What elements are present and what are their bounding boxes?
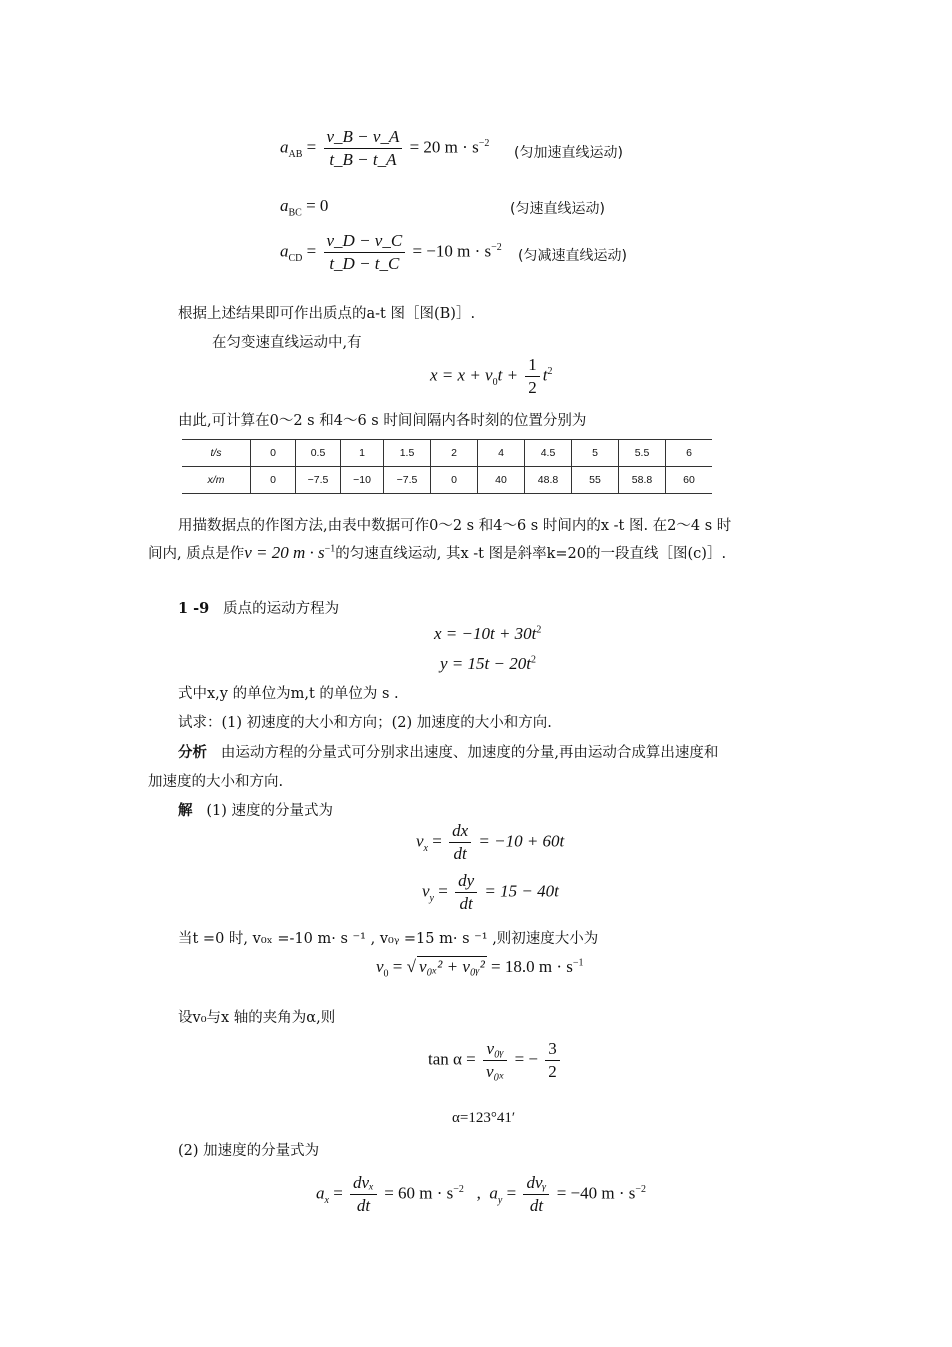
paragraph-units: 式中x,y 的单位为m,t 的单位为 s .	[178, 686, 399, 702]
paragraph-acceleration: (2) 加速度的分量式为	[178, 1143, 320, 1159]
equation-a-cd: $a_{CD}$ = $\frac{v\_D - v\_C}{t\_D - t\_C}$ = −10 $m \cdot s^{-2}$	[280, 231, 502, 273]
equation-a-bc: $a_{BC} = 0$	[280, 196, 329, 219]
analysis-line2: 加速度的大小和方向.	[148, 774, 284, 790]
equation-v0: $v_0$ = √ v₀ₓ² + v₀ᵧ² = 18.0 $m \cdot s^{-1}$	[376, 957, 584, 980]
equation-y-t: $y = 15t - 20t^2$	[440, 654, 536, 673]
table-row: t/s 0 0.5 1 1.5 2 4 4.5 5 5.5 6	[182, 440, 712, 467]
equation-vx: $v_x$ = $\frac{dx}{dt}$ = −10 + 60t	[416, 821, 565, 863]
solution-heading: 解 (1) 速度的分量式为	[178, 802, 333, 819]
paragraph-angle: 设v₀与x 轴的夹角为α,则	[178, 1010, 336, 1026]
paragraph-question: 试求：(1) 初速度的大小和方向；(2) 加速度的大小和方向.	[178, 715, 552, 731]
equation-a-ab: $a_{AB}$ = $\frac{v\_B - v\_A}{t\_B - t\_A}$ = 20 $m \cdot s^{-2}$	[280, 127, 490, 169]
paragraph-initial-velocity: 当t =0 时, v₀ₓ =-10 m· s ⁻¹ , v₀ᵧ =15 m· s ⁻¹ ,则初速度大小为	[178, 931, 599, 947]
equation-ax-ay: $a_x$ = $\frac{\text{dvₓ}}{dt}$ = 60 $m \cdot s^{-2}$ , $a_y$ = $\frac{\text{dvᵧ}}{dt}$ = −40 $m \cdot s^{-2}$	[316, 1173, 647, 1215]
paragraph-x-t-graph-line2: 间内, 质点是作v = 20 $m \cdot s^{-1}$的匀速直线运动, 其x -t 图是斜率k=20的一段直线［图(c)］.	[148, 543, 727, 562]
paragraph-compute-positions: 由此,可计算在0～2 s 和4～6 s 时间间隔内各时刻的位置分别为	[178, 413, 587, 429]
equation-alpha-value: α=123°41′	[452, 1110, 516, 1126]
equation-tan-alpha: tan α = $\frac{\text{v₀ᵧ}}{\text{v₀ₓ}}$ = − $\frac{3}{2}$	[428, 1040, 563, 1081]
paragraph-uniform-variable: 在匀变速直线运动中,有	[212, 335, 362, 351]
paragraph-x-t-graph-line1: 用描数据点的作图方法,由表中数据可作0～2 s 和4～6 s 时间内的x -t 图. 在2～4 s 时	[178, 518, 732, 534]
note-uniform-deceleration: (匀减速直线运动)	[518, 248, 627, 264]
equation-position: $x = x + v_0t$ + $\frac{1}{2}$ $t^2$	[430, 355, 553, 397]
paragraph-a-t-graph: 根据上述结果即可作出质点的a-t 图［图(B)］.	[178, 306, 476, 322]
note-uniform-motion: (匀速直线运动)	[510, 201, 605, 217]
note-uniform-acceleration: (匀加速直线运动)	[514, 145, 623, 161]
table-row: x/m 0 −7.5 −10 −7.5 0 40 48.8 55 58.8 60	[182, 467, 712, 494]
problem-heading: 1 -9 质点的运动方程为	[178, 600, 340, 617]
equation-vy: $v_y$ = $\frac{dy}{dt}$ = 15 − 40t	[422, 871, 559, 913]
equation-x-t: $x = -10t + 30t^2$	[434, 624, 542, 643]
position-table	[182, 439, 712, 494]
analysis-line1: 分析 由运动方程的分量式可分别求出速度、加速度的分量,再由运动合成算出速度和	[178, 744, 719, 761]
